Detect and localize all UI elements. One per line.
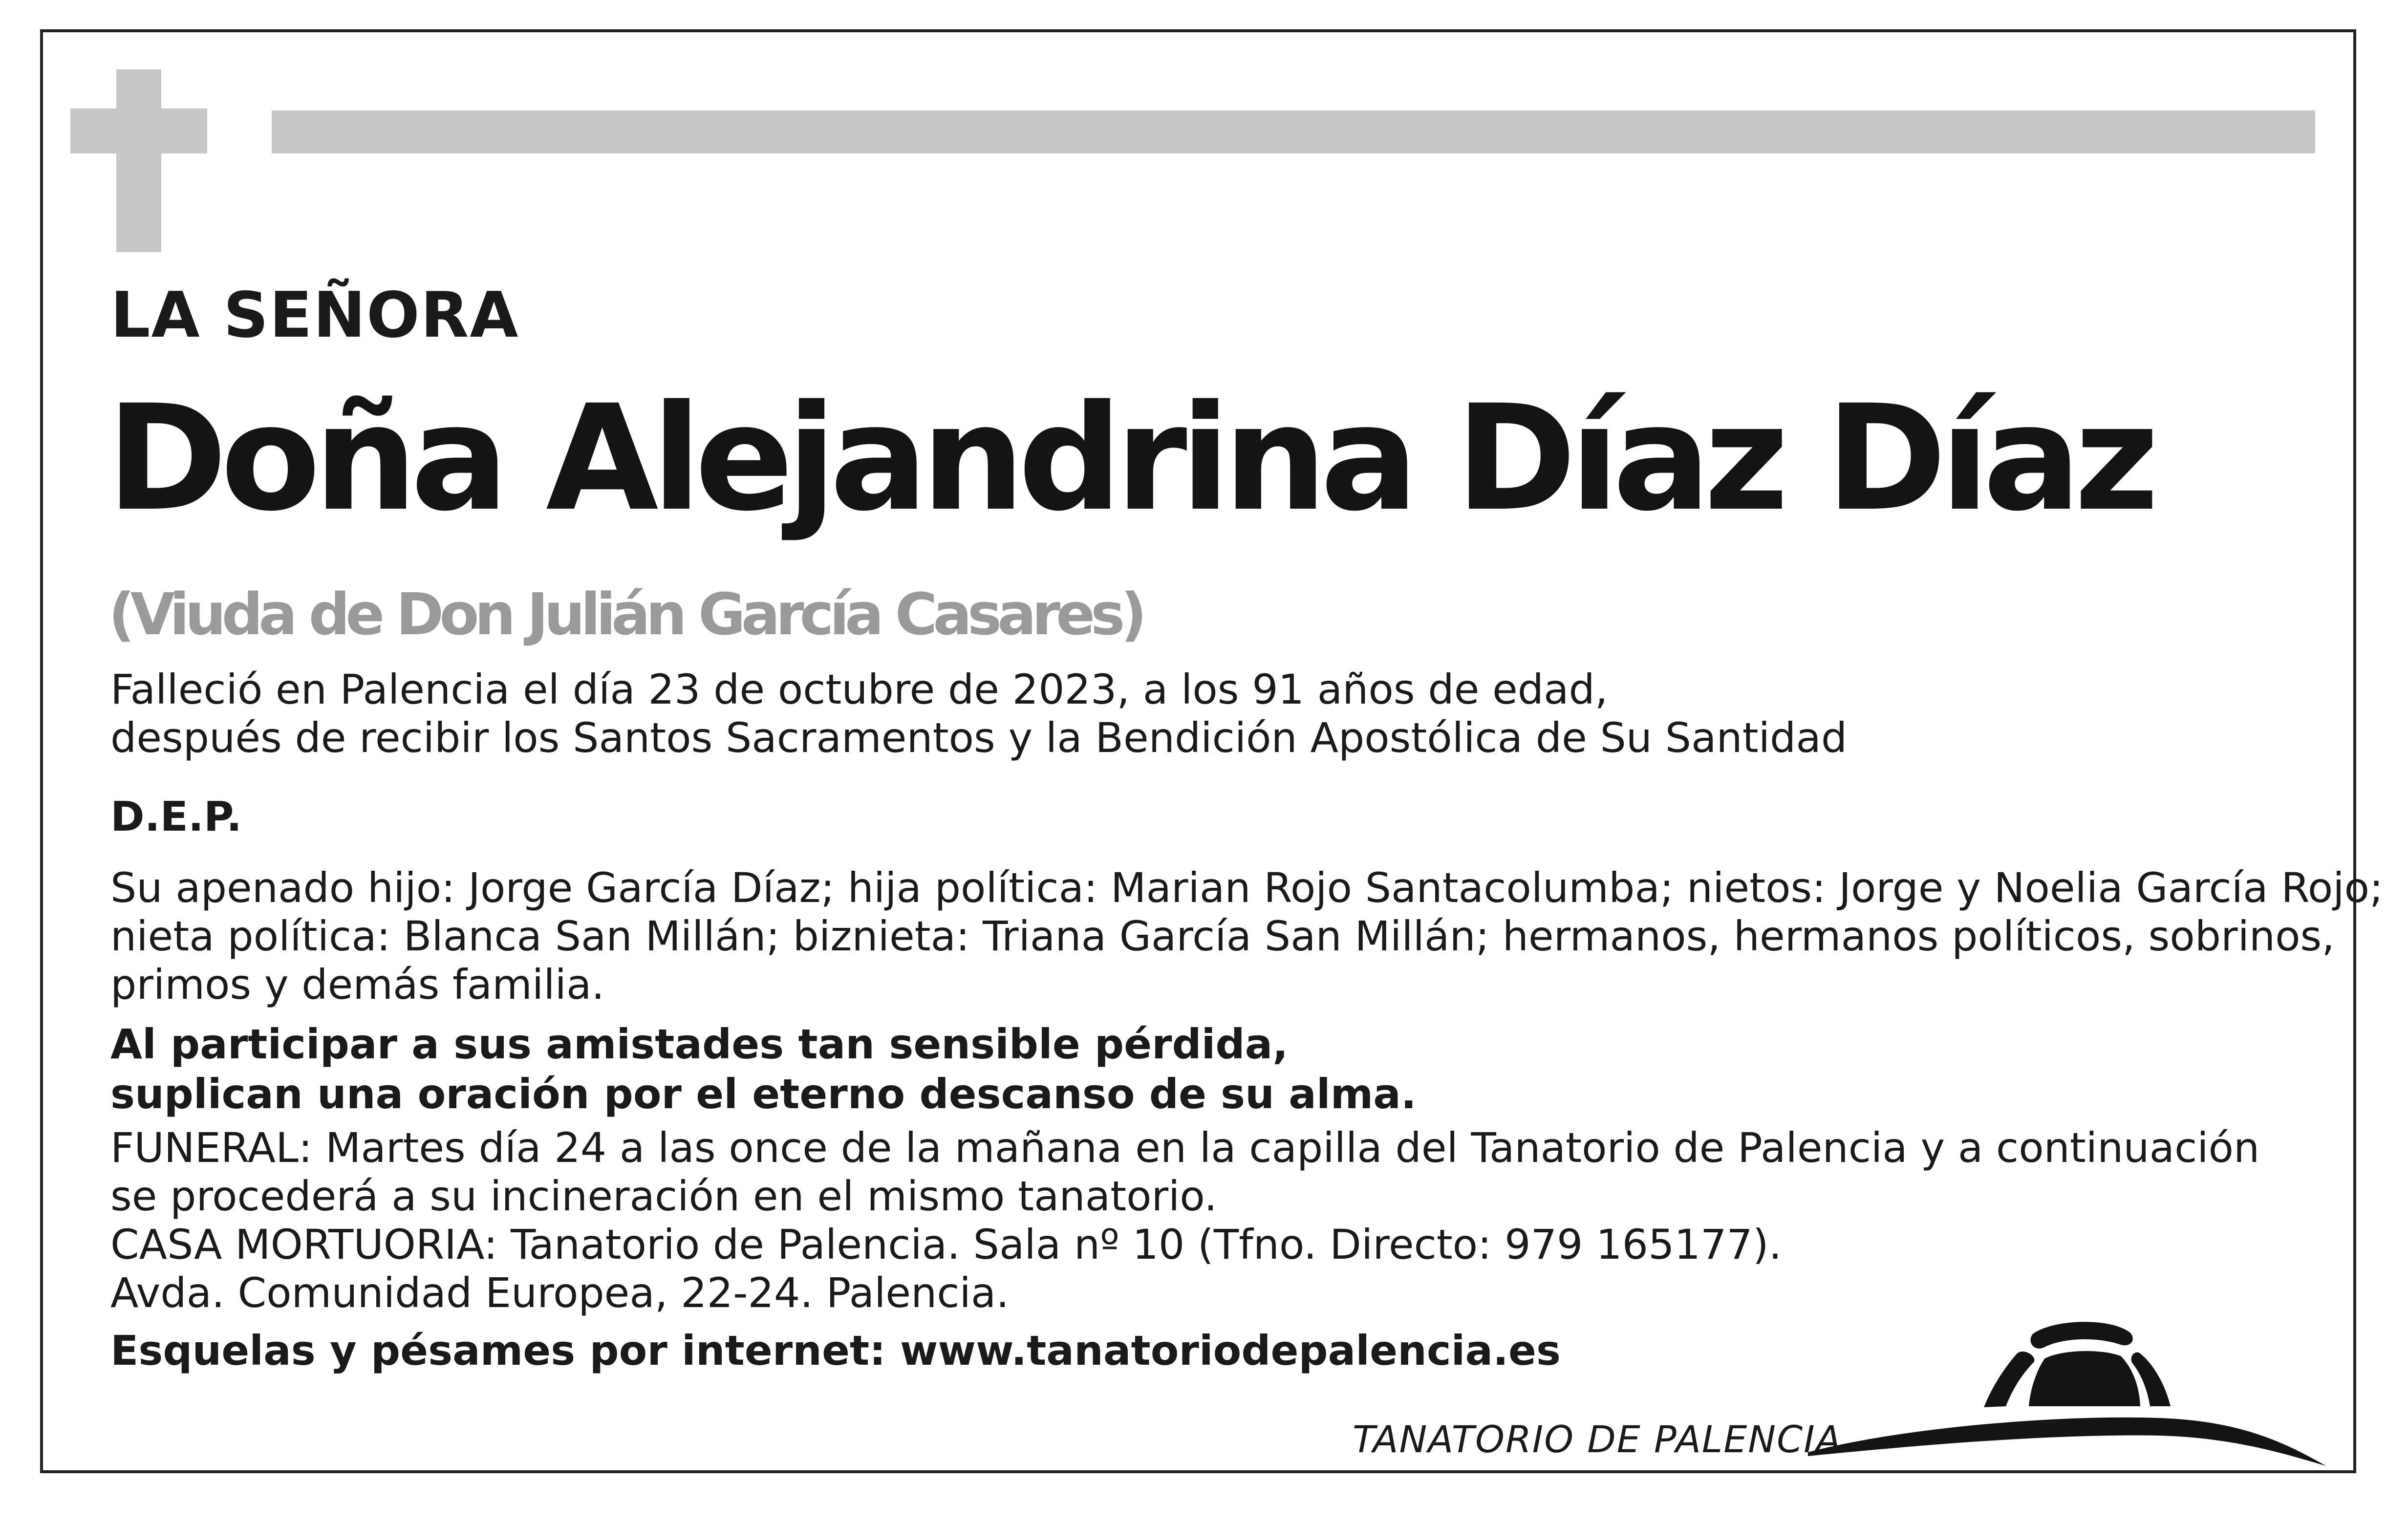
family-paragraph [110,864,2383,1009]
widow-of-line: (Viuda de Don Julián García Casares) [108,580,1143,648]
cross-icon [116,69,161,252]
death-paragraph [110,666,1847,762]
prayer-line: suplican una oración por el eterno descanso de su alma. [110,1070,1417,1118]
family-line: nieta política: Blanca San Millán; biznieta: Triana García San Millán; hermanos, hermanos políticos, sobrinos, [110,912,2335,960]
logo-horizon [1808,1418,2326,1466]
funeral-line: se procederá a su incineración en el mismo tanatorio. [110,1172,1218,1220]
logo-stone [2031,1322,2133,1349]
prayer-paragraph [110,1019,1417,1119]
logo-stone [2029,1351,2140,1406]
funeral-line: Avda. Comunidad Europea, 22-24. Palencia. [110,1269,1010,1317]
tanatorio-logo-text: TANATORIO DE PALENCIA [1353,1418,1842,1461]
internet-line: Esquelas y pésames por internet: www.tanatoriodepalencia.es [110,1327,1561,1375]
tanatorio-dome-icon [1808,1310,2336,1476]
family-line: Su apenado hijo: Jorge García Díaz; hija política: Marian Rojo Santacolumba; nietos: Jorge y Noelia García Rojo; [110,864,2384,912]
cross-icon-arm [70,108,207,153]
family-line: primos y demás familia. [110,961,605,1009]
death-line: Falleció en Palencia el día 23 de octubre de 2023, a los 91 años de edad, [110,666,1608,713]
death-line: después de recibir los Santos Sacramentos y la Bendición Apostólica de Su Santidad [110,714,1848,762]
funeral-line: FUNERAL: Martes día 24 a las once de la mañana en la capilla del Tanatorio de Palencia y a continuación [110,1124,2260,1172]
deceased-name: Doña Alejandrina Díaz Díaz [107,374,2152,543]
header-rule [272,110,2315,153]
prayer-line: Al participar a sus amistades tan sensible pérdida, [110,1020,1289,1068]
funeral-line: CASA MORTUORIA: Tanatorio de Palencia. Sala nº 10 (Tfno. Directo: 979 165177). [110,1221,1782,1268]
logo-stone [1984,1352,2034,1407]
honorific-title: LA SEÑORA [110,279,519,352]
funeral-paragraph [110,1124,2259,1317]
dep-label: D.E.P. [110,793,242,840]
